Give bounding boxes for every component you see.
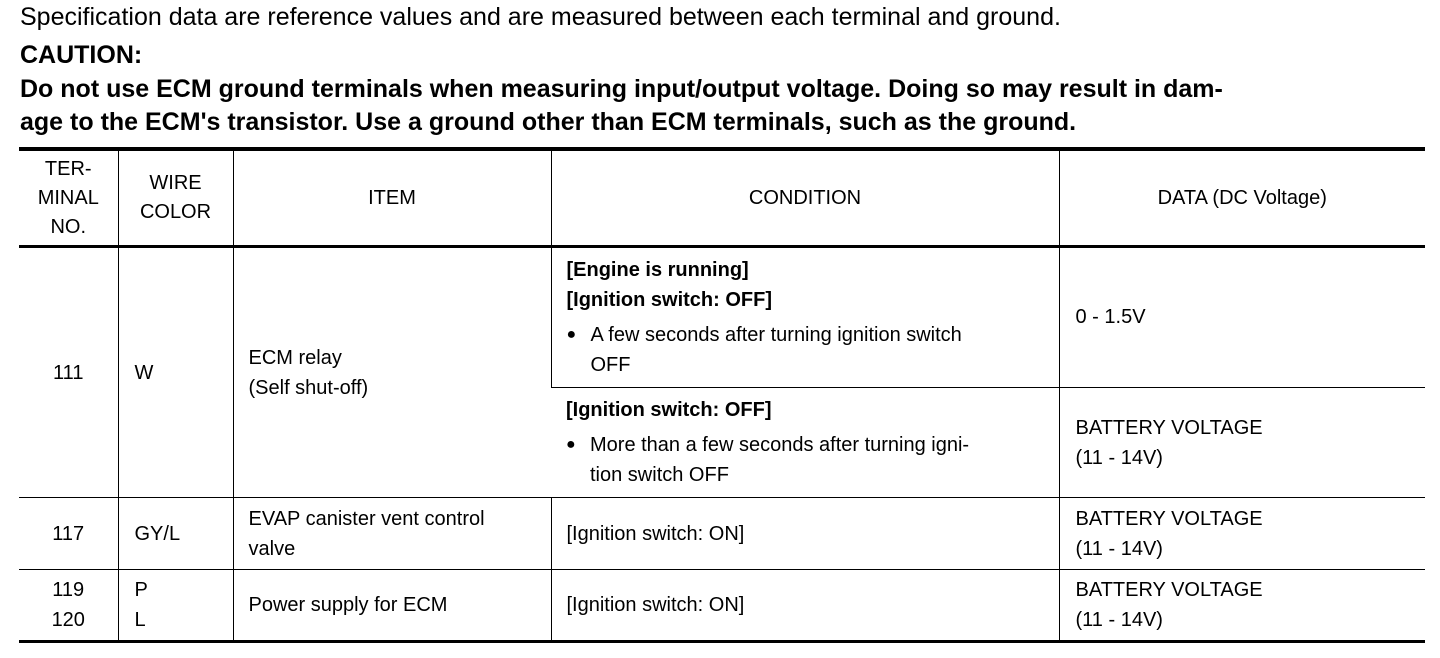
wire-color-cell: GY/L <box>118 498 233 570</box>
terminal-cell: 117 <box>19 498 118 570</box>
condition-cell: [Ignition switch: ON] <box>551 570 1059 642</box>
wire-color-cell: W <box>118 247 233 498</box>
header-item: ITEM <box>233 149 551 247</box>
table-row <box>19 570 1425 642</box>
header-terminal-line: NO. <box>50 215 87 238</box>
table-header-row <box>19 149 1425 247</box>
bullet-line: More than a few seconds after turning igni- <box>590 434 970 456</box>
data-line: (11 - 14V) <box>1075 609 1163 631</box>
caution-title: CAUTION: <box>20 41 143 69</box>
intro-text: Specification data are reference values and are measured between each terminal and ground. <box>20 3 1061 31</box>
data-line: BATTERY VOLTAGE <box>1075 416 1263 439</box>
item-line: ECM relay <box>248 346 342 369</box>
header-wire-color <box>118 149 233 247</box>
bullet-line: A few seconds after turning ignition switch <box>590 324 962 346</box>
bullet-icon: ● <box>566 326 577 343</box>
item-cell: Power supply for ECM <box>233 570 551 642</box>
data-line: BATTERY VOLTAGE <box>1075 579 1263 601</box>
data-cell <box>1059 570 1425 642</box>
wire-line: L <box>134 609 146 631</box>
condition-cell: [Ignition switch: ON] <box>551 498 1059 570</box>
table-row <box>19 247 1425 388</box>
terminal-cell <box>19 570 118 642</box>
item-line: EVAP canister vent control <box>248 507 485 530</box>
terminal-cell: 111 <box>19 247 118 498</box>
header-terminal-line: TER- <box>44 157 92 180</box>
table-row <box>19 498 1425 570</box>
bullet-line: OFF <box>590 354 631 376</box>
item-line: valve <box>248 537 296 560</box>
header-wire-line: WIRE <box>149 172 202 194</box>
bullet-text <box>591 320 1049 380</box>
terminal-line: 120 <box>51 609 85 631</box>
condition-bold-line: [Ignition switch: OFF] <box>566 399 772 421</box>
condition-bold-line: [Engine is running] <box>566 259 749 281</box>
header-condition: CONDITION <box>551 149 1059 247</box>
condition-bold-line: [Ignition switch: OFF] <box>566 289 773 311</box>
header-data: DATA (DC Voltage) <box>1059 149 1425 247</box>
data-line: 0 - 1.5V <box>1075 306 1146 328</box>
header-terminal-line: MINAL <box>37 186 99 209</box>
terminal-line: 119 <box>52 579 85 601</box>
data-cell <box>1059 388 1425 498</box>
condition-cell <box>551 388 1059 498</box>
header-terminal-no <box>19 149 118 247</box>
header-wire-line: COLOR <box>139 201 212 223</box>
item-line: (Self shut-off) <box>248 376 369 399</box>
bullet-icon: ● <box>566 436 576 453</box>
data-line: (11 - 14V) <box>1075 446 1163 469</box>
wire-line: P <box>134 579 148 601</box>
item-cell <box>233 247 551 498</box>
condition-cell <box>551 247 1059 388</box>
data-cell <box>1059 498 1425 570</box>
data-line: (11 - 14V) <box>1075 537 1163 560</box>
bullet-line: tion switch OFF <box>590 464 729 486</box>
item-cell <box>233 498 551 570</box>
caution-text-line-1: Do not use ECM ground terminals when measuring input/output voltage. Doing so may result in dam- <box>20 75 1223 103</box>
data-cell <box>1059 247 1425 388</box>
condition-bullet-item <box>566 430 1049 490</box>
wire-color-cell <box>118 570 233 642</box>
caution-text-line-2: age to the ECM's transistor. Use a ground other than ECM terminals, such as the ground. <box>20 108 1077 136</box>
condition-bullet-item <box>567 320 1049 380</box>
bullet-text <box>590 430 1049 490</box>
data-line: BATTERY VOLTAGE <box>1075 507 1263 530</box>
terminal-spec-table <box>19 147 1425 643</box>
